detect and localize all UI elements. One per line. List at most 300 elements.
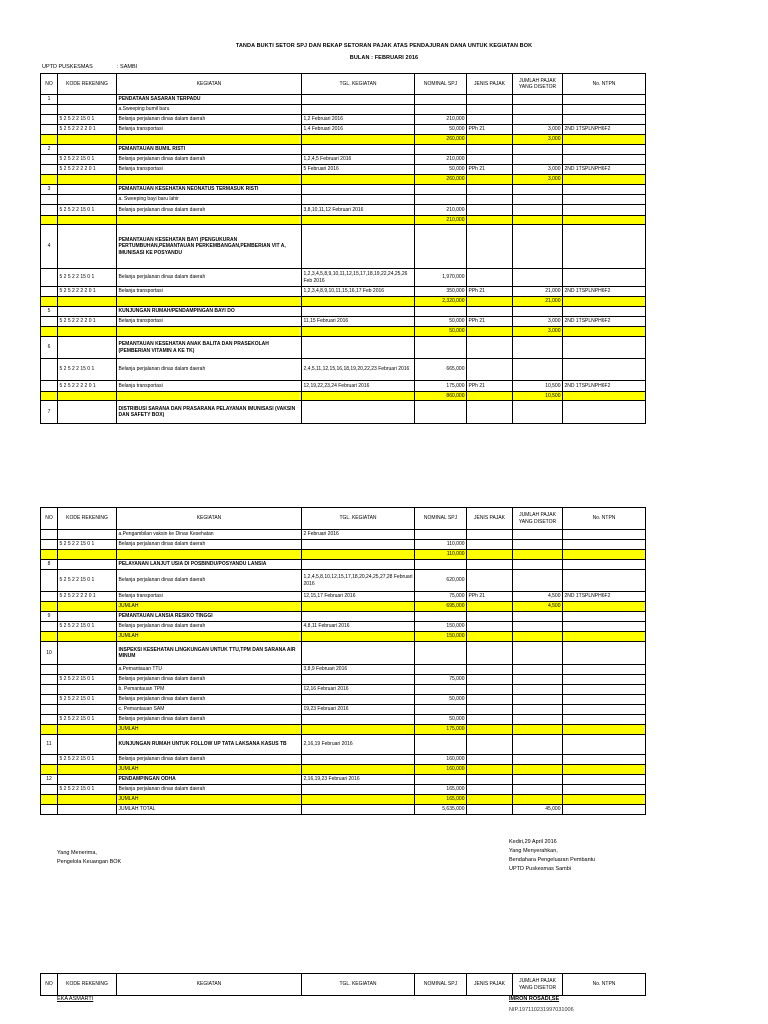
no-cell	[41, 795, 58, 805]
kegiatan-cell	[117, 327, 302, 337]
jumlah-pajak-cell	[513, 795, 563, 805]
tgl-kegiatan-cell: 2 Februari 2016	[302, 530, 415, 540]
kode-rekening-cell	[58, 775, 117, 785]
jenis-pajak-cell	[467, 805, 513, 815]
no-cell	[41, 269, 58, 287]
jumlah-pajak-cell	[513, 530, 563, 540]
no-cell	[41, 287, 58, 297]
kode-rekening-cell	[58, 665, 117, 675]
kegiatan-cell: Belanja perjalanan dinas dalam daerah	[117, 115, 302, 125]
table-row	[41, 592, 646, 602]
nominal-spj-cell	[415, 95, 467, 105]
jenis-pajak-cell: PPh 21	[467, 592, 513, 602]
table-row	[41, 401, 646, 424]
ntpn-cell	[563, 225, 646, 269]
tgl-kegiatan-cell: 1,2,4,5,8,10,12,15,17,18,20,24,25,27,28 Februari 2016	[302, 570, 415, 592]
kegiatan-cell: PEMANTAUAN KESEHATAN NEONATUS TERMASUK RISTI	[117, 185, 302, 195]
jumlah-pajak-cell: 3,000	[513, 125, 563, 135]
no-cell	[41, 205, 58, 216]
ntpn-cell	[563, 570, 646, 592]
kode-rekening-cell: 5 2 5 2 2 2 2 0 1	[58, 592, 117, 602]
jenis-pajak-cell	[467, 392, 513, 401]
ntpn-cell	[563, 795, 646, 805]
kode-rekening-cell	[58, 705, 117, 715]
kode-rekening-cell	[58, 135, 117, 145]
jenis-pajak-cell	[467, 327, 513, 337]
ntpn-cell	[563, 135, 646, 145]
tgl-kegiatan-cell	[302, 550, 415, 560]
kode-rekening-cell: 5 2 5 2 2 15 0 1	[58, 205, 117, 216]
nominal-spj-cell: 2,320,000	[415, 297, 467, 307]
kegiatan-cell: KUNJUNGAN RUMAH/PENDAMPINGAN BAYI DO	[117, 307, 302, 317]
jumlah-pajak-cell	[513, 755, 563, 765]
upt-value: : SAMBI	[117, 64, 138, 70]
tgl-kegiatan-cell: 1,2 Februari 2016	[302, 115, 415, 125]
column-header-jumlah-pajak: JUMLAH PAJAK YANG DISETOR	[513, 74, 563, 95]
table-row	[41, 725, 646, 735]
nominal-spj-cell	[415, 337, 467, 359]
no-cell	[41, 327, 58, 337]
nominal-spj-cell: 50,000	[415, 317, 467, 327]
tgl-kegiatan-cell: 1,2,4,5 Februari 2016	[302, 155, 415, 165]
kegiatan-cell: Belanja transportasi	[117, 165, 302, 175]
jenis-pajak-cell	[467, 765, 513, 775]
tgl-kegiatan-cell	[302, 337, 415, 359]
table-row	[41, 95, 646, 105]
sender-nip: NIP.197110231997031006	[509, 1007, 574, 1013]
jumlah-pajak-cell: 3,000	[513, 317, 563, 327]
kode-rekening-cell: 5 2 5 2 2 15 0 1	[58, 359, 117, 381]
jumlah-pajak-cell	[513, 785, 563, 795]
column-header-ntpn: No. NTPN	[563, 74, 646, 95]
jenis-pajak-cell	[467, 550, 513, 560]
jenis-pajak-cell	[467, 359, 513, 381]
jenis-pajak-cell	[467, 307, 513, 317]
nominal-spj-cell: 210,000	[415, 205, 467, 216]
jenis-pajak-cell: PPh 21	[467, 125, 513, 135]
jumlah-pajak-cell	[513, 775, 563, 785]
jenis-pajak-cell	[467, 115, 513, 125]
jumlah-pajak-cell: 3,000	[513, 165, 563, 175]
nominal-spj-cell	[415, 642, 467, 665]
table-row	[41, 381, 646, 392]
table-row	[41, 665, 646, 675]
table-row	[41, 775, 646, 785]
kegiatan-cell: Belanja transportasi	[117, 125, 302, 135]
table-row	[41, 785, 646, 795]
no-cell	[41, 530, 58, 540]
jenis-pajak-cell	[467, 715, 513, 725]
kegiatan-cell: JUMLAH	[117, 602, 302, 612]
kegiatan-cell: b. Pemantauan TPM	[117, 685, 302, 695]
jenis-pajak-cell	[467, 105, 513, 115]
ntpn-cell	[563, 105, 646, 115]
jenis-pajak-cell	[467, 755, 513, 765]
no-cell	[41, 725, 58, 735]
kode-rekening-cell	[58, 805, 117, 815]
jumlah-pajak-cell: 3,000	[513, 327, 563, 337]
table-row	[41, 287, 646, 297]
kegiatan-cell: Belanja transportasi	[117, 592, 302, 602]
kegiatan-cell: Belanja perjalanan dinas dalam daerah	[117, 715, 302, 725]
nominal-spj-cell: 110,000	[415, 550, 467, 560]
nominal-spj-cell: 50,000	[415, 327, 467, 337]
tgl-kegiatan-cell	[302, 105, 415, 115]
spj-table-footer-header	[40, 973, 646, 996]
tgl-kegiatan-cell	[302, 612, 415, 622]
table-row	[41, 642, 646, 665]
no-cell	[41, 685, 58, 695]
kode-rekening-cell	[58, 735, 117, 755]
ntpn-cell	[563, 735, 646, 755]
tgl-kegiatan-cell	[302, 297, 415, 307]
table-row	[41, 165, 646, 175]
tgl-kegiatan-cell	[302, 307, 415, 317]
jenis-pajak-cell	[467, 145, 513, 155]
kode-rekening-cell	[58, 530, 117, 540]
table-row	[41, 795, 646, 805]
tgl-kegiatan-cell	[302, 642, 415, 665]
ntpn-cell	[563, 269, 646, 287]
nominal-spj-cell: 150,000	[415, 632, 467, 642]
nominal-spj-cell	[415, 705, 467, 715]
tgl-kegiatan-cell	[302, 540, 415, 550]
ntpn-cell	[563, 216, 646, 225]
column-header-no: NO	[41, 508, 58, 530]
kegiatan-cell: PENDATAAN SASARAN TERPADU	[117, 95, 302, 105]
jumlah-pajak-cell: 4,500	[513, 602, 563, 612]
no-cell	[41, 765, 58, 775]
kegiatan-cell: Belanja perjalanan dinas dalam daerah	[117, 622, 302, 632]
ntpn-cell	[563, 715, 646, 725]
jenis-pajak-cell	[467, 570, 513, 592]
kegiatan-cell: Belanja perjalanan dinas dalam daerah	[117, 675, 302, 685]
kegiatan-cell: INSPEKSI KESEHATAN LINGKUNGAN UNTUK TTU,TPM DAN SARANA AIR MINUM	[117, 642, 302, 665]
jenis-pajak-cell	[467, 725, 513, 735]
kegiatan-cell: JUMLAH	[117, 795, 302, 805]
sender-block	[509, 838, 595, 874]
no-cell: 3	[41, 185, 58, 195]
kegiatan-cell: JUMLAH	[117, 725, 302, 735]
jumlah-pajak-cell	[513, 540, 563, 550]
jenis-pajak-cell	[467, 612, 513, 622]
ntpn-cell	[563, 401, 646, 424]
no-cell: 6	[41, 337, 58, 359]
ntpn-cell: 2ND 1TSPLNPH6F2	[563, 165, 646, 175]
kode-rekening-cell	[58, 392, 117, 401]
jenis-pajak-cell	[467, 530, 513, 540]
table-row	[41, 392, 646, 401]
table-row	[41, 359, 646, 381]
jenis-pajak-cell	[467, 95, 513, 105]
no-cell	[41, 155, 58, 165]
jumlah-pajak-cell: 3,000	[513, 135, 563, 145]
jumlah-pajak-cell	[513, 225, 563, 269]
kode-rekening-cell	[58, 632, 117, 642]
jenis-pajak-cell	[467, 225, 513, 269]
column-header-jumlah-pajak: JUMLAH PAJAK YANG DISETOR	[513, 974, 563, 996]
nominal-spj-cell: 75,000	[415, 592, 467, 602]
nominal-spj-cell: 5,635,000	[415, 805, 467, 815]
jenis-pajak-cell	[467, 297, 513, 307]
tgl-kegiatan-cell	[302, 602, 415, 612]
no-cell	[41, 602, 58, 612]
table-row	[41, 317, 646, 327]
tgl-kegiatan-cell	[302, 795, 415, 805]
ntpn-cell	[563, 392, 646, 401]
table-row	[41, 327, 646, 337]
kegiatan-cell: Belanja perjalanan dinas dalam daerah	[117, 755, 302, 765]
jumlah-pajak-cell	[513, 95, 563, 105]
kode-rekening-cell	[58, 105, 117, 115]
nominal-spj-cell: 50,000	[415, 165, 467, 175]
tgl-kegiatan-cell	[302, 632, 415, 642]
kegiatan-cell: Belanja perjalanan dinas dalam daerah	[117, 785, 302, 795]
kegiatan-cell: JUMLAH	[117, 632, 302, 642]
kegiatan-cell: DISTRIBUSI SARANA DAN PRASARANA PELAYANAN IMUNISASI (VAKSIN DAN SAFETY BOX)	[117, 401, 302, 424]
nominal-spj-cell: 165,000	[415, 795, 467, 805]
jenis-pajak-cell	[467, 337, 513, 359]
kode-rekening-cell	[58, 602, 117, 612]
kegiatan-cell: Belanja perjalanan dinas dalam daerah	[117, 155, 302, 165]
nominal-spj-cell: 260,000	[415, 135, 467, 145]
jenis-pajak-cell	[467, 775, 513, 785]
jenis-pajak-cell	[467, 622, 513, 632]
no-cell: 4	[41, 225, 58, 269]
no-cell	[41, 195, 58, 205]
tgl-kegiatan-cell: 3,8,9 Februari 2016	[302, 665, 415, 675]
kegiatan-cell: Belanja perjalanan dinas dalam daerah	[117, 269, 302, 287]
column-header-ntpn: No. NTPN	[563, 508, 646, 530]
nominal-spj-cell: 50,000	[415, 125, 467, 135]
ntpn-cell	[563, 665, 646, 675]
table-row	[41, 105, 646, 115]
no-cell	[41, 135, 58, 145]
kode-rekening-cell	[58, 642, 117, 665]
tgl-kegiatan-cell	[302, 327, 415, 337]
table-row	[41, 550, 646, 560]
column-header-nominal-spj: NOMINAL SPJ	[415, 508, 467, 530]
kode-rekening-cell	[58, 795, 117, 805]
jumlah-pajak-cell	[513, 675, 563, 685]
kode-rekening-cell	[58, 401, 117, 424]
table-row	[41, 632, 646, 642]
table-row	[41, 560, 646, 570]
jumlah-pajak-cell	[513, 205, 563, 216]
no-cell	[41, 115, 58, 125]
tgl-kegiatan-cell	[302, 765, 415, 775]
tgl-kegiatan-cell: 1,2,3,4,8,9,10,11,15,16,17 Feb 2016	[302, 287, 415, 297]
no-cell	[41, 755, 58, 765]
nominal-spj-cell: 695,000	[415, 602, 467, 612]
spj-table-page-2	[40, 507, 646, 815]
column-header-tgl-kegiatan: TGL. KEGIATAN	[302, 508, 415, 530]
receiver-line-1: Yang Menerima,	[57, 850, 97, 856]
nominal-spj-cell	[415, 225, 467, 269]
tgl-kegiatan-cell	[302, 95, 415, 105]
table-row	[41, 145, 646, 155]
column-header-kegiatan: KEGIATAN	[117, 974, 302, 996]
table-row	[41, 115, 646, 125]
kegiatan-cell: Belanja perjalanan dinas dalam daerah	[117, 205, 302, 216]
kegiatan-cell	[117, 550, 302, 560]
kode-rekening-cell	[58, 225, 117, 269]
jumlah-pajak-cell	[513, 632, 563, 642]
kode-rekening-cell: 5 2 5 2 2 15 0 1	[58, 785, 117, 795]
no-cell	[41, 675, 58, 685]
table-row	[41, 715, 646, 725]
no-cell	[41, 216, 58, 225]
nominal-spj-cell: 165,000	[415, 785, 467, 795]
kode-rekening-cell	[58, 560, 117, 570]
nominal-spj-cell: 50,000	[415, 715, 467, 725]
tgl-kegiatan-cell	[302, 785, 415, 795]
nominal-spj-cell	[415, 560, 467, 570]
kegiatan-cell: Belanja perjalanan dinas dalam daerah	[117, 359, 302, 381]
jenis-pajak-cell	[467, 155, 513, 165]
table-row	[41, 675, 646, 685]
jumlah-pajak-cell	[513, 337, 563, 359]
kegiatan-cell: PEMANTAUAN KESEHATAN BAYI (PENGUKURAN PERTUMBUHAN,PEMANTAUAN PERKEMBANGAN,PEMBERIAN VIT A, IMUNISASI KE POSYANDU	[117, 225, 302, 269]
kode-rekening-cell	[58, 327, 117, 337]
tgl-kegiatan-cell	[302, 175, 415, 185]
kode-rekening-cell: 5 2 5 2 2 15 0 1	[58, 570, 117, 592]
jumlah-pajak-cell	[513, 195, 563, 205]
jenis-pajak-cell	[467, 675, 513, 685]
ntpn-cell: 2ND 1TSPLNPH6F2	[563, 381, 646, 392]
kode-rekening-cell	[58, 765, 117, 775]
receiver-line-2: Pengelola Keuangan BOK	[57, 859, 122, 865]
tgl-kegiatan-cell: 19,23 Februari 2016	[302, 705, 415, 715]
kode-rekening-cell	[58, 685, 117, 695]
tgl-kegiatan-cell	[302, 135, 415, 145]
jumlah-pajak-cell	[513, 685, 563, 695]
ntpn-cell	[563, 622, 646, 632]
jumlah-pajak-cell: 10,500	[513, 392, 563, 401]
nominal-spj-cell: 160,000	[415, 765, 467, 775]
kegiatan-cell: Belanja perjalanan dinas dalam daerah	[117, 540, 302, 550]
kegiatan-cell	[117, 392, 302, 401]
ntpn-cell	[563, 765, 646, 775]
document-month: BULAN : FEBRUARI 2016	[349, 55, 419, 61]
kode-rekening-cell: 5 2 5 2 2 15 0 1	[58, 622, 117, 632]
tgl-kegiatan-cell: 12,19,22,23,24 Februari 2016	[302, 381, 415, 392]
no-cell: 7	[41, 401, 58, 424]
ntpn-cell	[563, 205, 646, 216]
jenis-pajak-cell	[467, 401, 513, 424]
tgl-kegiatan-cell: 1,4 Februari 2016	[302, 125, 415, 135]
no-cell	[41, 632, 58, 642]
spj-table-page-1	[40, 73, 646, 424]
ntpn-cell	[563, 685, 646, 695]
jumlah-pajak-cell: 3,000	[513, 175, 563, 185]
jumlah-pajak-cell: 45,000	[513, 805, 563, 815]
kegiatan-cell: JUMLAH TOTAL	[117, 805, 302, 815]
jenis-pajak-cell	[467, 135, 513, 145]
tgl-kegiatan-cell	[302, 725, 415, 735]
kode-rekening-cell: 5 2 5 2 2 2 2 0 1	[58, 287, 117, 297]
ntpn-cell	[563, 307, 646, 317]
kegiatan-cell: Belanja transportasi	[117, 381, 302, 392]
ntpn-cell	[563, 560, 646, 570]
kode-rekening-cell: 5 2 5 2 2 15 0 1	[58, 715, 117, 725]
jenis-pajak-cell	[467, 195, 513, 205]
tgl-kegiatan-cell: 2,16,19 Februari 2016	[302, 735, 415, 755]
table-row	[41, 622, 646, 632]
kegiatan-cell: Belanja transportasi	[117, 287, 302, 297]
jumlah-pajak-cell	[513, 665, 563, 675]
kode-rekening-cell	[58, 725, 117, 735]
jenis-pajak-cell	[467, 602, 513, 612]
jenis-pajak-cell	[467, 185, 513, 195]
jenis-pajak-cell: PPh 21	[467, 287, 513, 297]
no-cell	[41, 392, 58, 401]
tgl-kegiatan-cell	[302, 695, 415, 705]
table-row	[41, 540, 646, 550]
column-header-jenis-pajak: JENIS PAJAK	[467, 974, 513, 996]
ntpn-cell	[563, 95, 646, 105]
nominal-spj-cell: 160,000	[415, 755, 467, 765]
receiver-name: EKA ASMARTI	[57, 996, 94, 1002]
tgl-kegiatan-cell	[302, 805, 415, 815]
tgl-kegiatan-cell	[302, 195, 415, 205]
document-title: TANDA BUKTI SETOR SPJ DAN REKAP SETORAN PAJAK ATAS PENDAJURAN DANA UNTUK KEGIATAN BOK	[235, 43, 533, 49]
no-cell	[41, 540, 58, 550]
column-header-nominal-spj: NOMINAL SPJ	[415, 974, 467, 996]
jenis-pajak-cell	[467, 560, 513, 570]
kegiatan-cell: PEMANTAUAN LANSIA RESIKO TINGGI	[117, 612, 302, 622]
kode-rekening-cell	[58, 195, 117, 205]
kegiatan-cell: a.Pemantauan TTU	[117, 665, 302, 675]
table-row	[41, 685, 646, 695]
jenis-pajak-cell: PPh 21	[467, 317, 513, 327]
jenis-pajak-cell	[467, 642, 513, 665]
jumlah-pajak-cell	[513, 216, 563, 225]
nominal-spj-cell	[415, 775, 467, 785]
table-row	[41, 612, 646, 622]
jumlah-pajak-cell	[513, 695, 563, 705]
jumlah-pajak-cell	[513, 560, 563, 570]
jumlah-pajak-cell	[513, 550, 563, 560]
nominal-spj-cell	[415, 530, 467, 540]
kode-rekening-cell	[58, 216, 117, 225]
no-cell: 12	[41, 775, 58, 785]
kegiatan-cell: PEMANTAUAN BUMIL RISTI	[117, 145, 302, 155]
ntpn-cell	[563, 530, 646, 540]
no-cell	[41, 805, 58, 815]
table-row	[41, 269, 646, 287]
column-header-tgl-kegiatan: TGL. KEGIATAN	[302, 974, 415, 996]
tgl-kegiatan-cell	[302, 185, 415, 195]
jenis-pajak-cell	[467, 269, 513, 287]
jumlah-pajak-cell	[513, 735, 563, 755]
table-row	[41, 175, 646, 185]
jumlah-pajak-cell	[513, 715, 563, 725]
nominal-spj-cell: 75,000	[415, 675, 467, 685]
jumlah-pajak-cell	[513, 105, 563, 115]
kegiatan-cell: a.Pengambilan vaksin ke Dinas Kesehatan	[117, 530, 302, 540]
jumlah-pajak-cell	[513, 725, 563, 735]
jumlah-pajak-cell	[513, 185, 563, 195]
jumlah-pajak-cell	[513, 359, 563, 381]
jenis-pajak-cell	[467, 695, 513, 705]
nominal-spj-cell: 110,000	[415, 540, 467, 550]
tgl-kegiatan-cell: 2,4,5,11,12,15,16,18,19,20,22,23 Februari 2016	[302, 359, 415, 381]
jumlah-pajak-cell: 10,500	[513, 381, 563, 392]
tgl-kegiatan-cell: 3,8,10,11,12 Februari 2016	[302, 205, 415, 216]
kegiatan-cell: a.Sweeping bumil baru	[117, 105, 302, 115]
ntpn-cell	[563, 115, 646, 125]
